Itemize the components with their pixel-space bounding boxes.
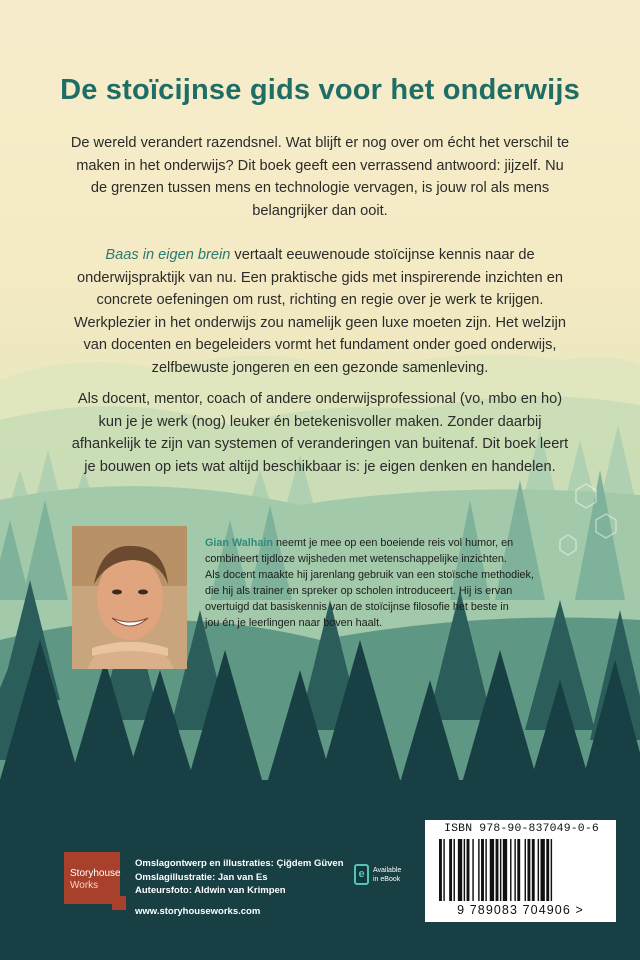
- credit-line: [135, 884, 344, 898]
- credits: [135, 857, 344, 898]
- barcode: [425, 820, 616, 922]
- audience-line: Als docent, mentor, coach of andere onderwijsprofessional (vo, mbo en ho): [77, 391, 563, 407]
- barcode-bar: [546, 839, 549, 901]
- barcode-bar: [500, 839, 501, 901]
- barcode-bar: [454, 839, 455, 901]
- author-bio-line: die hij als trainer en spreker op scholen introduceert. Hij is ervan: [205, 585, 513, 598]
- description-line: Werkplezier in het onderwijs zou namelijk geen luxe moeten zijn. Het welzijn: [73, 314, 567, 331]
- description-paragraph: [60, 244, 580, 380]
- audience-paragraph: [60, 388, 580, 478]
- barcode-bar: [478, 839, 479, 901]
- intro-line: De wereld verandert razendsnel. Wat blijft er nog over om écht het verschil te: [70, 135, 570, 151]
- credit-line: [135, 871, 344, 885]
- barcode-bars: [439, 839, 607, 901]
- description-line: [60, 244, 580, 267]
- book-title: Baas in eigen brein: [105, 247, 231, 263]
- isbn-label: ISBN 978-90-837049-0-6: [444, 823, 599, 835]
- barcode-bar: [472, 839, 473, 901]
- credit-label: Auteursfoto:: [135, 885, 192, 897]
- credit-label: Omslagontwerp en illustraties:: [135, 858, 274, 869]
- barcode-bar: [481, 839, 484, 901]
- ebook-line: in eBook: [373, 876, 401, 883]
- barcode-bar: [490, 839, 494, 901]
- author-bio-line: Als docent maakte hij jarenlang gebruik van een stoïsche methodiek,: [205, 569, 534, 582]
- barcode-bar: [527, 839, 530, 901]
- credit-line: [135, 857, 344, 871]
- credit-label: Omslagillustratie:: [135, 871, 216, 883]
- audience-line: afhankelijk te zijn van systemen of veranderingen van buitenaf. Dit boek leert: [71, 436, 569, 453]
- barcode-bar: [439, 839, 442, 901]
- barcode-bar: [449, 839, 452, 901]
- barcode-number: 9 789083 704906 >: [457, 903, 584, 917]
- publisher-logo-line2: Works: [70, 880, 99, 891]
- barcode-bar: [541, 839, 545, 901]
- author-bio-line: overtuigd dat basiskennis van de stoïcijnse filosofie het beste in: [205, 601, 509, 614]
- description-line: onderwijspraktijk van nu. Een praktische gids met inspirerende inzichten en: [77, 269, 563, 286]
- back-cover-title: De stoïcijnse gids voor het onderwijs: [60, 74, 580, 106]
- author-bio-line: jou én je leerlingen naar boven haalt.: [205, 617, 383, 630]
- barcode-bar: [510, 839, 511, 901]
- audience-line: je bouwen op iets wat altijd beschikbaar is: je eigen denken en handelen.: [84, 458, 556, 475]
- ebook-line: Available: [373, 867, 402, 874]
- author-name: Gian Walhain: [205, 537, 273, 549]
- author-bio-line: [205, 535, 600, 551]
- author-bio: [205, 535, 600, 632]
- author-bio-line-text: neemt je mee op een boeiende reis vol humor, en: [273, 537, 514, 549]
- barcode-bar: [485, 839, 486, 901]
- audience-line: kun je je werk (nog) leuker én betekenisvoller maken. Zonder daarbij: [98, 413, 542, 430]
- publisher-logo-line1: Storyhouse: [70, 868, 121, 879]
- barcode-bar: [503, 839, 507, 901]
- intro-line: maken in het onderwijs? Dit boek geeft een verrassend antwoord: jijzelf. Nu: [76, 157, 564, 174]
- intro-line: de grenzen tussen mens en technologie vervagen, is jouw rol als mens: [90, 180, 550, 197]
- ebook-availability: [373, 866, 401, 884]
- barcode-bar: [458, 839, 462, 901]
- author-bio-line: combineert tijdloze wijsheden met wetenschappelijke inzichten.: [205, 553, 507, 566]
- barcode-bar: [496, 839, 499, 901]
- credit-value: Aldwin van Krimpen: [192, 885, 286, 897]
- barcode-bar: [525, 839, 526, 901]
- intro-paragraph: [60, 132, 580, 222]
- description-line: van docenten en begeleiders vormt het fundament onder goed onderwijs,: [83, 337, 557, 354]
- description-line-text: vertaalt eeuwenoude stoïcijnse kennis naar de: [230, 247, 535, 263]
- description-line: zelfbewuste jongeren en een gezonde samenleving.: [151, 359, 489, 376]
- barcode-bar: [464, 839, 465, 901]
- publisher-logo-corner: [112, 896, 126, 910]
- barcode-bar: [532, 839, 535, 901]
- barcode-bar: [467, 839, 470, 901]
- barcode-bar: [538, 839, 539, 901]
- credit-value: Çiğdem Güven: [273, 858, 344, 869]
- barcode-bar: [517, 839, 520, 901]
- credit-value: Jan van Es: [215, 871, 268, 883]
- author-photo: [72, 526, 187, 669]
- intro-line: belangrijker dan ooit.: [252, 202, 388, 219]
- publisher-website: www.storyhouseworks.com: [135, 906, 261, 917]
- description-line: concrete oefeningen om rust, richting en regie over je werk te krijgen.: [96, 292, 544, 309]
- barcode-bar: [514, 839, 515, 901]
- barcode-bar: [551, 839, 552, 901]
- ebook-icon: e: [354, 864, 369, 885]
- barcode-bar: [443, 839, 444, 901]
